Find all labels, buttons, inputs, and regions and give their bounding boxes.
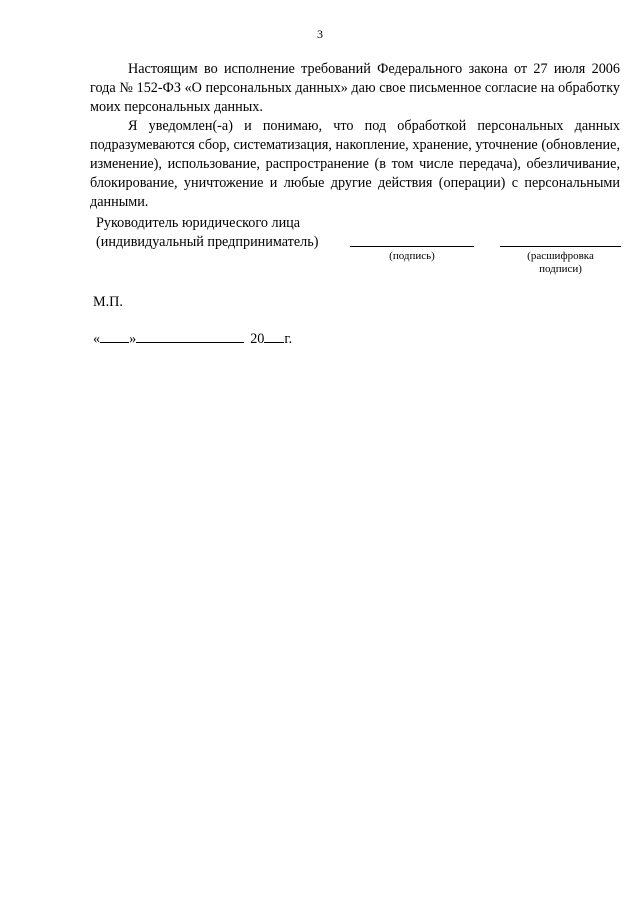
date-close-quote: » xyxy=(129,331,137,347)
signature-caption: (подпись) xyxy=(389,250,435,262)
signer-role-line2: (индивидуальный предприниматель) xyxy=(96,234,319,250)
signature-decoding-line[interactable] xyxy=(500,246,621,247)
signature-line[interactable] xyxy=(350,246,474,247)
month-blank[interactable] xyxy=(136,329,244,343)
stamp-label: М.П. xyxy=(93,294,123,310)
signer-role-line1: Руководитель юридического лица xyxy=(96,215,301,231)
page-number: 3 xyxy=(317,27,323,41)
year-blank[interactable] xyxy=(264,329,284,343)
consent-paragraph: Настоящим во исполнение требований Федерального закона от 27 июля 2006 года № 152-ФЗ «О персональных данных» даю свое письменное согласие на обработку моих персональных данных. xyxy=(90,61,620,115)
signature-decoding-caption xyxy=(500,250,621,276)
date-line xyxy=(93,329,292,348)
notification-paragraph: Я уведомлен(-а) и понимаю, что под обработкой персональных данных подразумеваются сбор, систематизация, накопление, хранение, уточнение (обновление, изменение), использование, распространение (в том числе передача), обезличивание, блокирование, уничтожение и любые другие действия (операции) с персональными данными. xyxy=(90,118,620,210)
date-open-quote: « xyxy=(93,331,101,347)
year-suffix: г. xyxy=(284,331,293,347)
signature-decoding-caption-line1: (расшифровка xyxy=(527,250,594,262)
year-prefix: 20 xyxy=(250,331,265,347)
consent-text xyxy=(90,60,620,212)
signature-decoding-caption-line2: подписи) xyxy=(539,263,582,275)
day-blank[interactable] xyxy=(100,329,129,343)
